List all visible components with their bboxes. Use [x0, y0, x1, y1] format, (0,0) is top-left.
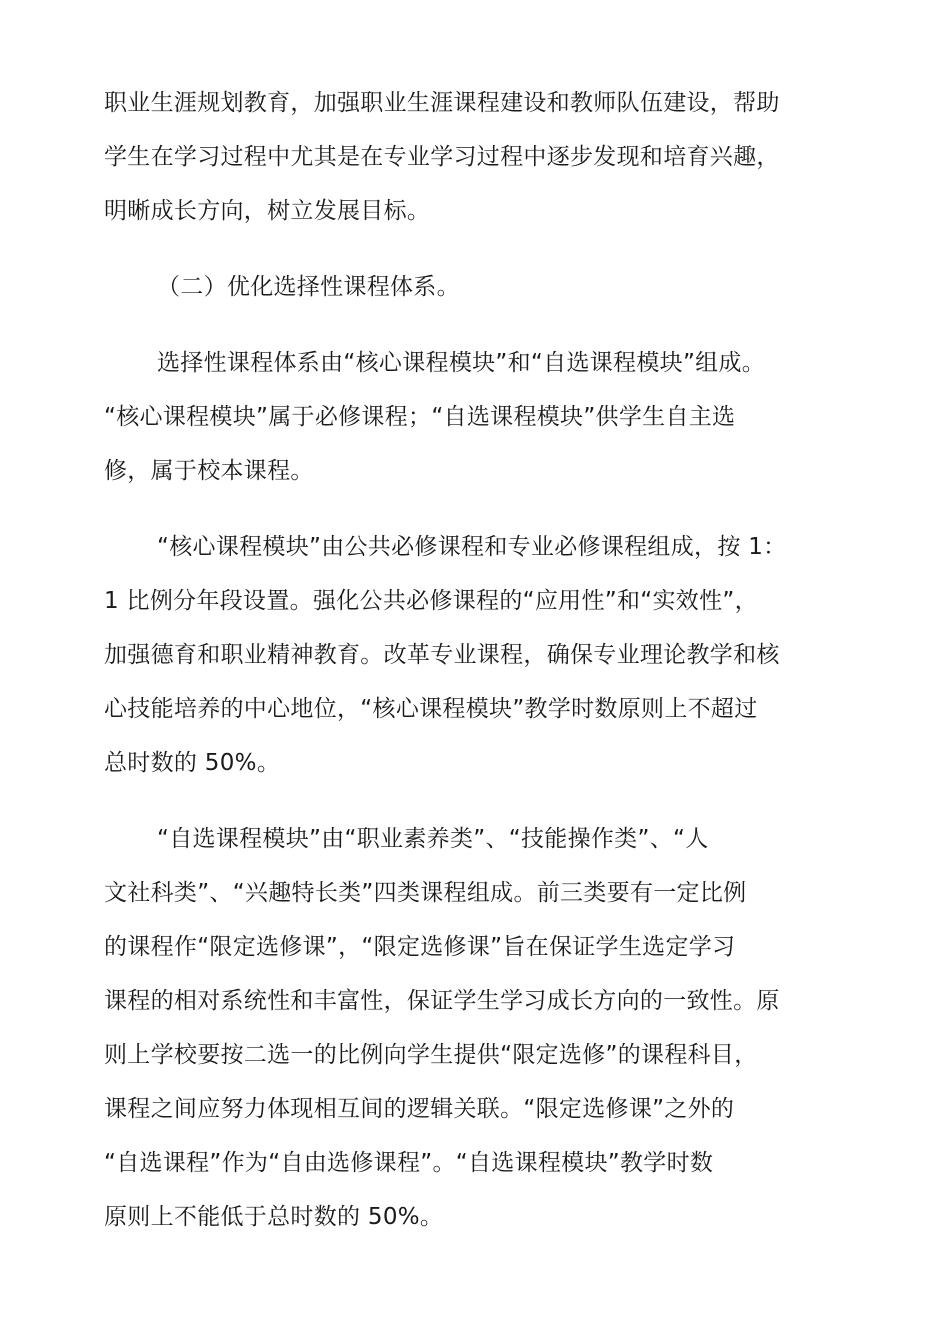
paragraph-4-line-3: 的课程作“限定选修课”，“限定选修课”旨在保证学生选定学习: [104, 934, 736, 960]
paragraph-1-line-1: 职业生涯规划教育，加强职业生涯课程建设和教师队伍建设，帮助: [104, 90, 780, 116]
paragraph-4-line-4: 课程的相对系统性和丰富性，保证学生学习成长方向的一致性。原: [104, 988, 780, 1014]
paragraph-1-line-3: 明晰成长方向，树立发展目标。: [104, 198, 431, 224]
paragraph-3-line-3: 加强德育和职业精神教育。改革专业课程，确保专业理论教学和核: [104, 642, 780, 668]
paragraph-3-line-1: “核心课程模块”由公共必修课程和专业必修课程组成，按 1：: [157, 534, 787, 560]
paragraph-1-line-2: 学生在学习过程中尤其是在专业学习过程中逐步发现和培育兴趣，: [104, 144, 780, 170]
paragraph-3-line-5: 总时数的 50%。: [104, 750, 281, 776]
paragraph-4-line-5: 则上学校要按二选一的比例向学生提供“限定选修”的课程科目，: [104, 1042, 758, 1068]
paragraph-4-line-2: 文社科类”、“兴趣特长类”四类课程组成。前三类要有一定比例: [104, 880, 747, 906]
paragraph-3-line-4: 心技能培养的中心地位，“核心课程模块”教学时数原则上不超过: [104, 696, 758, 722]
section-heading: （二）优化选择性课程体系。: [157, 274, 460, 300]
paragraph-2-line-1: 选择性课程体系由“核心课程模块”和“自选课程模块”组成。: [157, 350, 766, 376]
paragraph-4-line-6: 课程之间应努力体现相互间的逻辑关联。“限定选修课”之外的: [104, 1096, 735, 1122]
paragraph-4-line-7: “自选课程”作为“自由选修课程”。“自选课程模块”教学时数: [104, 1150, 714, 1176]
paragraph-4-line-1: “自选课程模块”由“职业素养类”、“技能操作类”、“人: [157, 826, 709, 852]
paragraph-2-line-3: 修，属于校本课程。: [104, 458, 314, 484]
paragraph-2-line-2: “核心课程模块”属于必修课程；“自选课程模块”供学生自主选: [104, 404, 736, 430]
paragraph-4-line-8: 原则上不能低于总时数的 50%。: [104, 1204, 444, 1230]
paragraph-3-line-2: 1 比例分年段设置。强化公共必修课程的“应用性”和“实效性”，: [104, 588, 758, 614]
